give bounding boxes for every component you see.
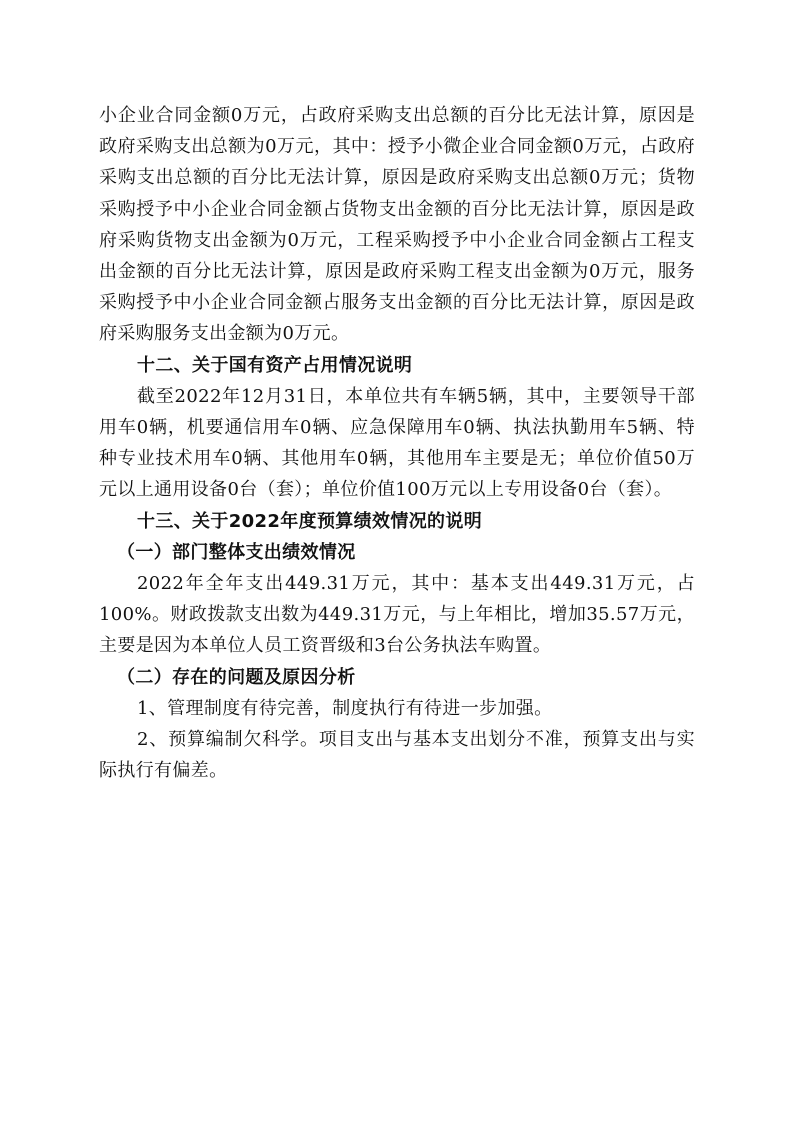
paragraph-issue-1: 1、管理制度有待完善，制度执行有待进一步加强。: [137, 697, 553, 719]
paragraph-procurement-sme: 小企业合同金额0万元，占政府采购支出总额的百分比无法计算，原因是政府采购支出总额为0万元，其中：授予小微企业合同金额0万元，占政府采购支出总额的百分比无法计算，原因是政府采购支出总额0万元；货物采购授予中小企业合同金额占货物支出金额的百分比无法计算，原因是政府采购货物支出金额为0万元，工程采购授予中小企业合同金额占工程支出金额的百分比无法计算，原因是政府采购工程支出金额为0万元，服务采购授予中小企业合同金额占服务支出金额的百分比无法计算，原因是政府采购服务支出金额为0万元。: [99, 105, 695, 345]
subsection-heading-2: （二）存在的问题及原因分析: [117, 666, 356, 688]
section-heading-13: 十三、关于2022年度预算绩效情况的说明: [137, 510, 483, 532]
section-heading-12: 十二、关于国有资产占用情况说明: [137, 354, 413, 376]
document-page: [99, 100, 695, 786]
paragraph-issue-2: 2、预算编制欠科学。项目支出与基本支出划分不准，预算支出与实际执行有偏差。: [99, 729, 695, 782]
paragraph-state-assets: 截至2022年12月31日，本单位共有车辆5辆，其中，主要领导干部用车0辆，机要通信用车0辆、应急保障用车0辆、执法执勤用车5辆、特种专业技术用车0辆、其他用车0辆，其他用车主要是无；单位价值50万元以上通用设备0台（套）；单位价值100万元以上专用设备0台（套）。: [99, 385, 695, 501]
paragraph-overall-performance: 2022年全年支出449.31万元，其中：基本支出449.31万元，占100%。财政拨款支出数为449.31万元，与上年相比，增加35.57万元，主要是因为本单位人员工资晋级和3台公务执法车购置。: [99, 573, 695, 657]
subsection-heading-1: （一）部门整体支出绩效情况: [117, 541, 356, 563]
